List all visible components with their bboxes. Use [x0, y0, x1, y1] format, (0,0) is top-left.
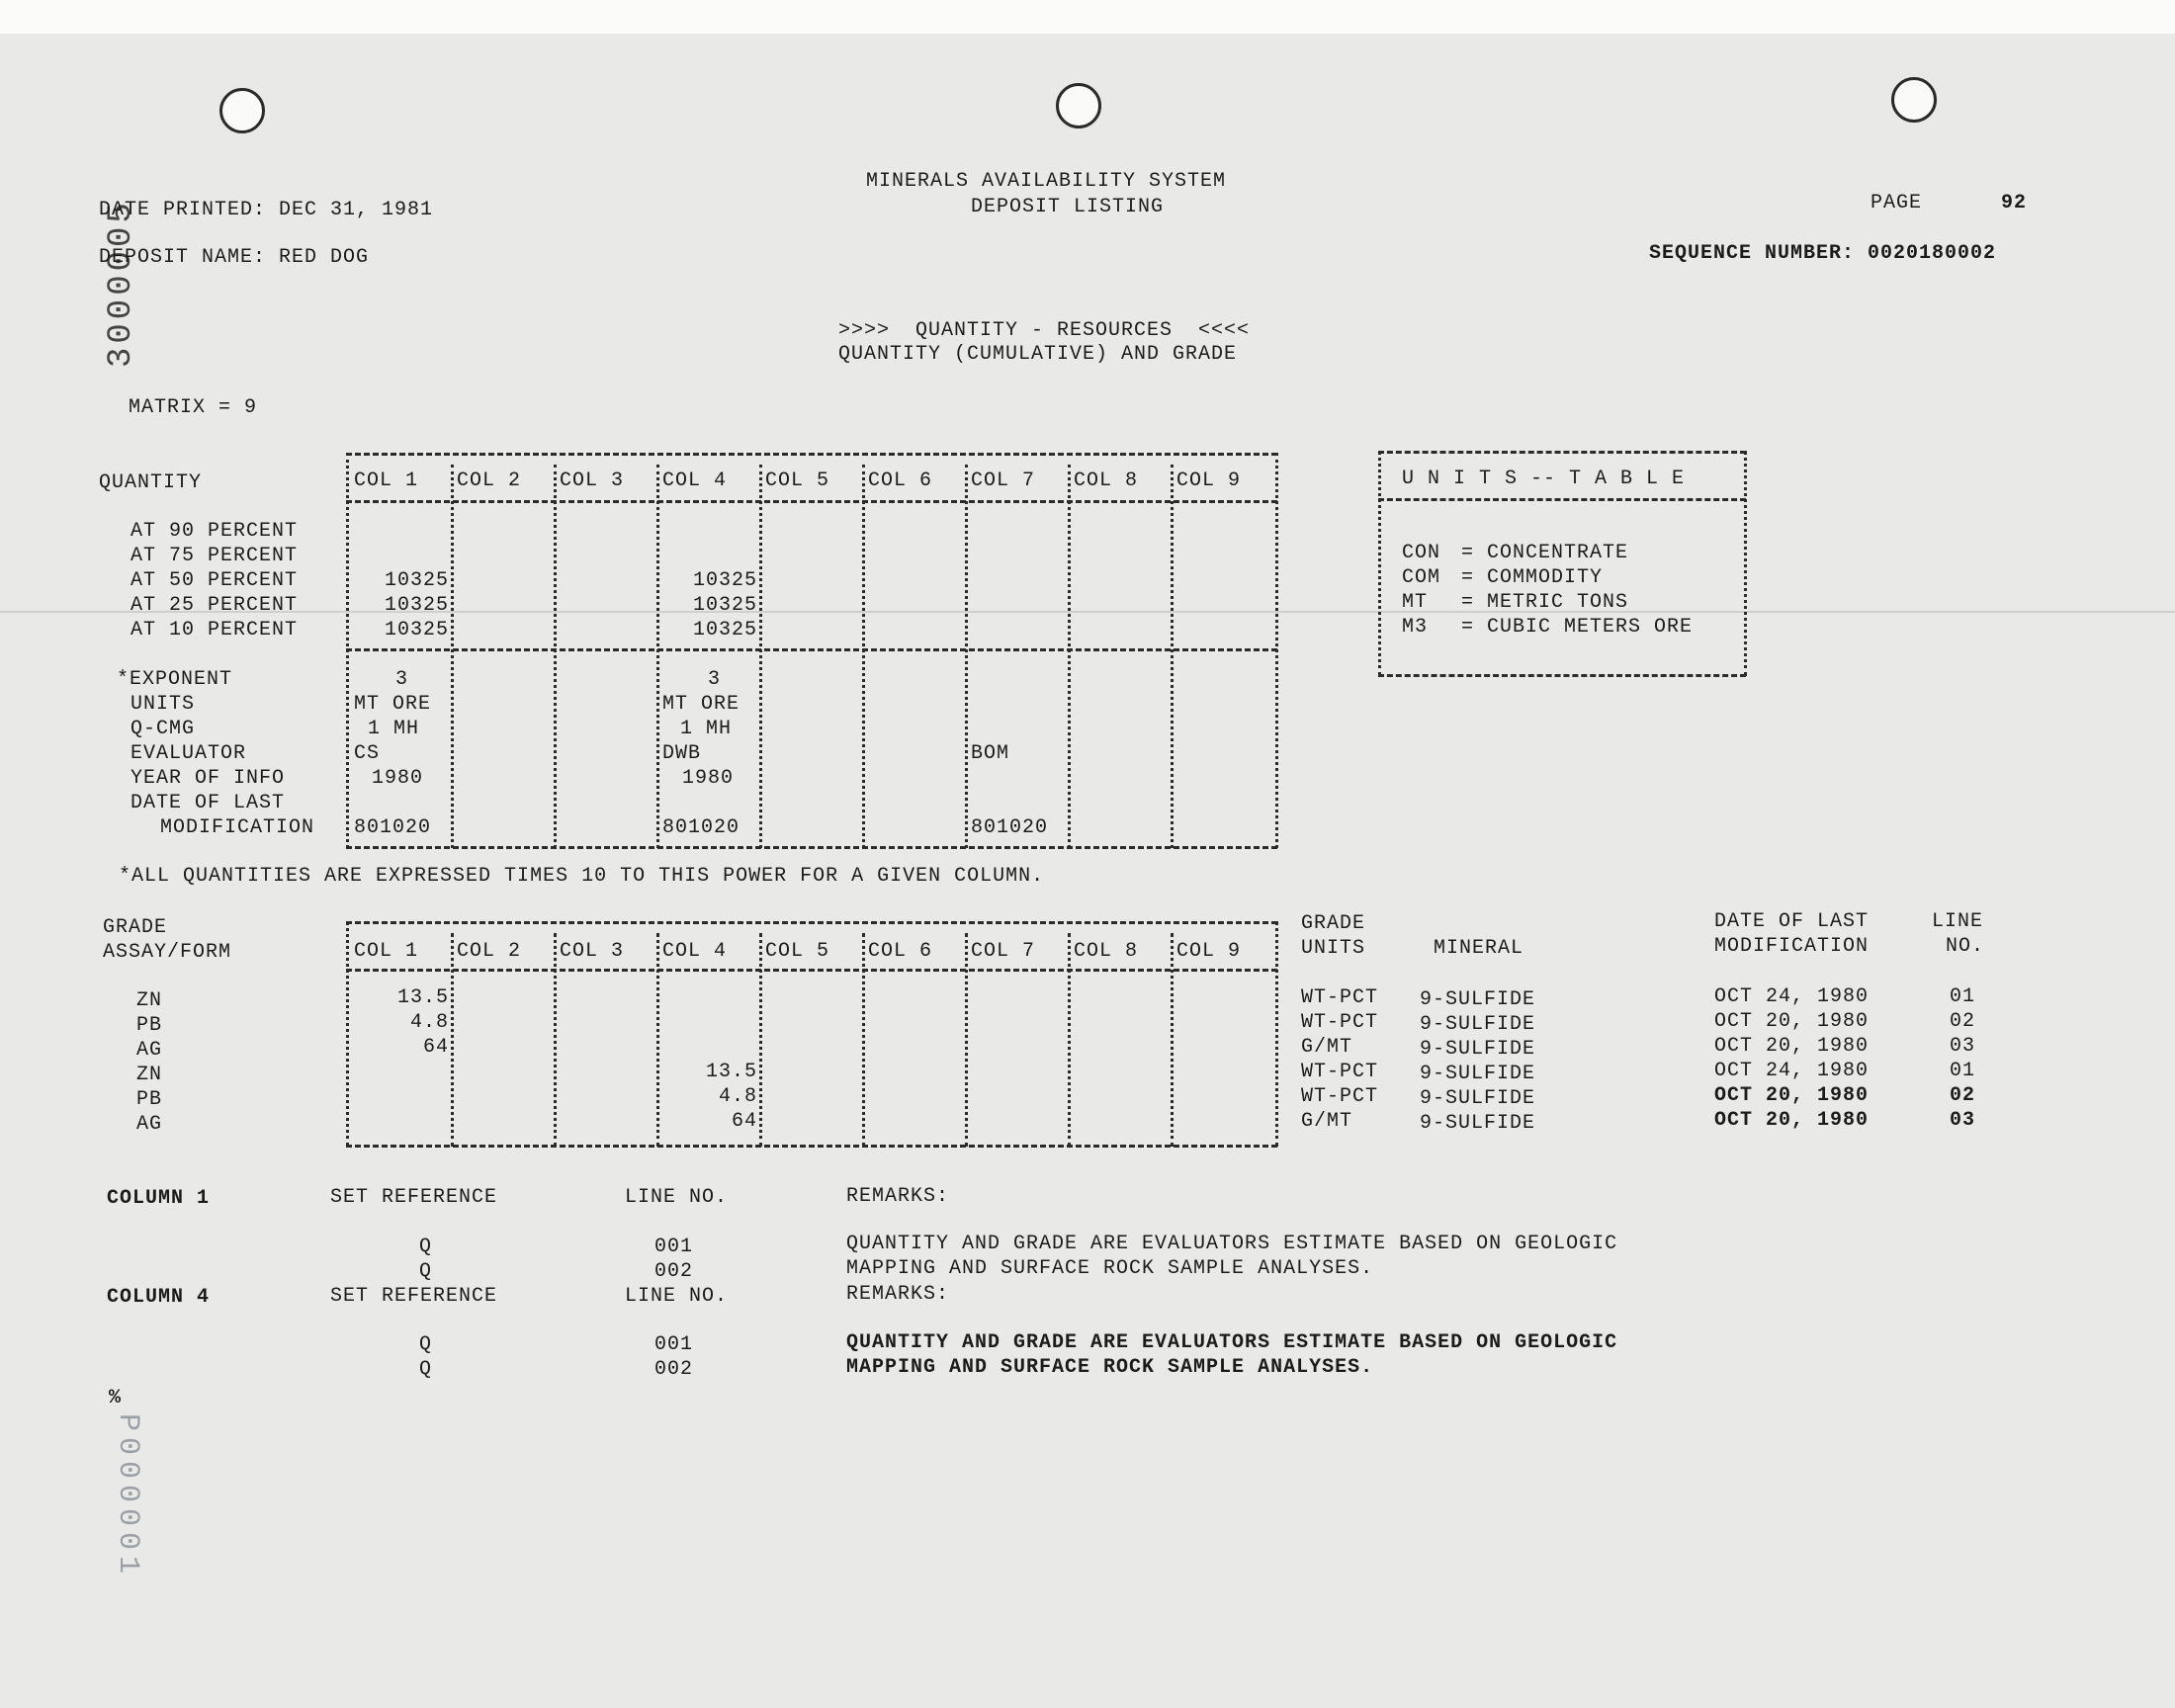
microfilm-stamp-top: 3000005 — [103, 199, 140, 368]
remarks-column: COLUMN 1 — [107, 1187, 211, 1210]
unit-meaning: = CUBIC METERS ORE — [1461, 616, 1694, 639]
row-label: UNITS — [130, 693, 196, 716]
mineral: 9-SULFIDE — [1420, 1087, 1536, 1110]
cell-col4: MT ORE — [662, 693, 740, 716]
section-subtitle: QUANTITY (CUMULATIVE) AND GRADE — [838, 343, 1238, 366]
row-label: MODIFICATION — [160, 816, 315, 839]
cell-col4: 10325 — [692, 569, 757, 592]
cell-col1: CS — [354, 742, 381, 765]
remark-line: 001 — [654, 1236, 694, 1258]
fold-line — [0, 611, 2175, 613]
quantity-label: QUANTITY — [99, 471, 203, 494]
mod-date: OCT 20, 1980 — [1714, 1010, 1870, 1033]
grade-units-header: UNITS — [1301, 937, 1366, 960]
line-no-header: LINE NO. — [625, 1285, 729, 1308]
mod-date: OCT 24, 1980 — [1714, 985, 1870, 1008]
unit-meaning: = METRIC TONS — [1461, 591, 1629, 614]
remark-text: QUANTITY AND GRADE ARE EVALUATORS ESTIMATE BASED ON GEOLOGIC — [846, 1331, 1618, 1354]
col-header: COL 6 — [868, 470, 933, 492]
line-no: 01 — [1950, 985, 1976, 1008]
col-header: COL 1 — [354, 470, 419, 492]
row-label: *EXPONENT — [117, 668, 233, 691]
remarks-column: COLUMN 4 — [107, 1286, 211, 1309]
mineral: 9-SULFIDE — [1420, 1063, 1536, 1085]
line-no: 02 — [1950, 1084, 1976, 1107]
punch-hole-left — [219, 88, 265, 133]
cell-col4: 3 — [708, 668, 722, 691]
page-number: 92 — [2001, 192, 2028, 214]
remark-line: 002 — [654, 1358, 694, 1381]
end-of-listing-mark: % — [109, 1387, 123, 1409]
line-no-header: LINE NO. — [625, 1186, 729, 1209]
punch-hole-center — [1056, 83, 1101, 128]
line-no-header: LINE — [1932, 910, 1984, 933]
mod-date: OCT 20, 1980 — [1714, 1035, 1870, 1058]
row-label: AT 90 PERCENT — [130, 520, 299, 543]
cell-col1: 10325 — [384, 569, 449, 592]
set-ref: Q — [419, 1236, 433, 1258]
remarks-header: REMARKS: — [846, 1283, 950, 1306]
col-header: COL 9 — [1176, 940, 1242, 963]
remark-text: MAPPING AND SURFACE ROCK SAMPLE ANALYSES. — [846, 1356, 1374, 1379]
col-header: COL 2 — [457, 470, 522, 492]
line-no: 03 — [1950, 1109, 1976, 1132]
grade-units: WT-PCT — [1301, 986, 1379, 1009]
cell-col4: 10325 — [692, 594, 757, 617]
mod-date: OCT 20, 1980 — [1714, 1084, 1870, 1107]
mod-date: OCT 20, 1980 — [1714, 1109, 1870, 1132]
col-header: COL 8 — [1074, 470, 1139, 492]
col-header: COL 2 — [457, 940, 522, 963]
grade-units: WT-PCT — [1301, 1011, 1379, 1034]
row-label: AT 50 PERCENT — [130, 569, 299, 592]
grade-col1: 4.8 — [409, 1011, 449, 1034]
set-ref: Q — [419, 1260, 433, 1283]
unit-meaning: = CONCENTRATE — [1461, 542, 1629, 564]
grade-col4: 4.8 — [718, 1085, 757, 1108]
unit-code: MT — [1402, 591, 1429, 614]
col-header: COL 7 — [971, 470, 1036, 492]
grade-units-header: GRADE — [1301, 912, 1366, 935]
assay-form-label: ASSAY/FORM — [103, 941, 232, 964]
grade-element: PB — [136, 1088, 163, 1111]
unit-code: M3 — [1402, 616, 1429, 639]
cell-col4: 801020 — [662, 816, 740, 839]
grade-element: PB — [136, 1014, 163, 1037]
unit-meaning: = COMMODITY — [1461, 566, 1604, 589]
page-label: PAGE — [1870, 192, 1923, 214]
set-reference-header: SET REFERENCE — [330, 1285, 498, 1308]
date-header: DATE OF LAST — [1714, 910, 1870, 933]
mineral-header: MINERAL — [1434, 937, 1524, 960]
line-no: 01 — [1950, 1060, 1976, 1082]
units-table-title: U N I T S -- T A B L E — [1402, 468, 1686, 490]
line-no-header: NO. — [1946, 935, 1985, 958]
cell-col4: 1 MH — [680, 718, 733, 740]
line-no: 03 — [1950, 1035, 1976, 1058]
mineral: 9-SULFIDE — [1420, 1013, 1536, 1036]
col-header: COL 9 — [1176, 470, 1242, 492]
remark-text: MAPPING AND SURFACE ROCK SAMPLE ANALYSES. — [846, 1257, 1374, 1280]
cell-col1: 3 — [395, 668, 409, 691]
listing-title: DEPOSIT LISTING — [971, 196, 1165, 218]
row-label: Q-CMG — [130, 718, 196, 740]
grade-col1: 13.5 — [396, 986, 449, 1009]
col-header: COL 3 — [560, 940, 625, 963]
exponent-footnote: *ALL QUANTITIES ARE EXPRESSED TIMES 10 TO THIS POWER FOR A GIVEN COLUMN. — [119, 865, 1045, 888]
grade-units: G/MT — [1301, 1110, 1353, 1133]
col-header: COL 3 — [560, 470, 625, 492]
unit-code: CON — [1402, 542, 1441, 564]
remark-text: QUANTITY AND GRADE ARE EVALUATORS ESTIMATE BASED ON GEOLOGIC — [846, 1233, 1618, 1255]
cell-col1: 10325 — [384, 619, 449, 641]
col-header: COL 5 — [765, 940, 830, 963]
grade-element: ZN — [136, 1064, 163, 1086]
grade-element: ZN — [136, 989, 163, 1012]
sequence-number: SEQUENCE NUMBER: 0020180002 — [1649, 242, 1997, 265]
col-header: COL 8 — [1074, 940, 1139, 963]
row-label: EVALUATOR — [130, 742, 247, 765]
cell-col1: 1980 — [372, 767, 424, 790]
grade-units: G/MT — [1301, 1036, 1353, 1059]
remark-line: 002 — [654, 1260, 694, 1283]
cell-col4: 1980 — [682, 767, 735, 790]
grade-element: AG — [136, 1113, 163, 1136]
matrix-label: MATRIX = 9 — [129, 396, 258, 419]
cell-col7: BOM — [971, 742, 1010, 765]
col-header: COL 7 — [971, 940, 1036, 963]
col-header: COL 6 — [868, 940, 933, 963]
grade-col4: 64 — [731, 1110, 757, 1133]
col-header: COL 4 — [662, 470, 728, 492]
row-label: AT 25 PERCENT — [130, 594, 299, 617]
col-header: COL 1 — [354, 940, 419, 963]
row-label: AT 75 PERCENT — [130, 545, 299, 567]
cell-col1: 801020 — [354, 816, 432, 839]
row-label: AT 10 PERCENT — [130, 619, 299, 641]
unit-code: COM — [1402, 566, 1441, 589]
grade-element: AG — [136, 1039, 163, 1062]
row-label: YEAR OF INFO — [130, 767, 286, 790]
mineral: 9-SULFIDE — [1420, 1112, 1536, 1135]
set-ref: Q — [419, 1333, 433, 1356]
mineral: 9-SULFIDE — [1420, 1038, 1536, 1061]
line-no: 02 — [1950, 1010, 1976, 1033]
set-reference-header: SET REFERENCE — [330, 1186, 498, 1209]
deposit-name: DEPOSIT NAME: RED DOG — [99, 246, 370, 269]
microfilm-stamp-bottom: P000001 — [111, 1413, 144, 1580]
cell-col4: 10325 — [692, 619, 757, 641]
grade-label: GRADE — [103, 916, 168, 939]
cell-col4: DWB — [662, 742, 702, 765]
col-header: COL 5 — [765, 470, 830, 492]
cell-col1: MT ORE — [354, 693, 432, 716]
mod-date: OCT 24, 1980 — [1714, 1060, 1870, 1082]
punch-hole-right — [1891, 77, 1937, 123]
system-title: MINERALS AVAILABILITY SYSTEM — [866, 170, 1227, 193]
grade-col1: 64 — [422, 1036, 449, 1059]
remarks-header: REMARKS: — [846, 1185, 950, 1208]
grade-col4: 13.5 — [705, 1061, 757, 1083]
date-header: MODIFICATION — [1714, 935, 1870, 958]
cell-col1: 1 MH — [368, 718, 420, 740]
mineral: 9-SULFIDE — [1420, 988, 1536, 1011]
section-title: >>>> QUANTITY - RESOURCES <<<< — [838, 319, 1251, 342]
date-printed: DATE PRINTED: DEC 31, 1981 — [99, 199, 434, 221]
remark-line: 001 — [654, 1333, 694, 1356]
grade-units: WT-PCT — [1301, 1061, 1379, 1083]
cell-col7: 801020 — [971, 816, 1049, 839]
row-label: DATE OF LAST — [130, 792, 286, 814]
cell-col1: 10325 — [384, 594, 449, 617]
col-header: COL 4 — [662, 940, 728, 963]
set-ref: Q — [419, 1358, 433, 1381]
grade-units: WT-PCT — [1301, 1085, 1379, 1108]
